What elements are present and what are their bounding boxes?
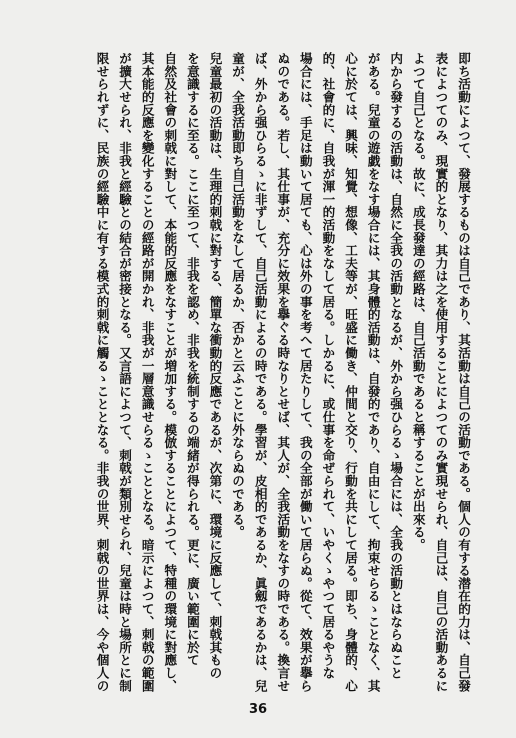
text-line: 即ち活動によつて、發展するものは自己であり、其活動は自己の活動である。個人の有する潜在的力は、自己發 xyxy=(456,52,471,692)
text-line: がある。兒童の遊戯をなす場合には、其身體的活動は、自發的であり、自由にして、拘束せらるゝことなく、其 xyxy=(365,52,381,692)
text-line: 場合には、手足は動いて居ても、心は外の事を考へて居たりして、我の全部が働いて居らぬ。從て、效果が擧ら xyxy=(297,52,313,692)
text-line: 表によつてのみ、現實的となり、其力は之を使用することによつてのみ實現せられ、自己は、自己の活動あるに xyxy=(433,52,449,692)
text-line: ぬのである。若し、其仕事が、充分に效果を擧ぐる時なりとせば、其人が、全我活動をなすの時である。換言せ xyxy=(275,52,291,692)
text-line: 的、社會的に、自我が渾一的活動をなして居る。しかるに、或仕事を命ぜられて、いやくゝやつて居るやうな xyxy=(320,52,336,680)
text-line: 其本能的反應を變化することの經路が開かれ、非我が一層意識せらるゝこととなる。暗示によつて、刺戟の範圍 xyxy=(139,52,155,692)
page-number: 36 xyxy=(248,702,268,717)
text-line: 兒童最初の活動は、生理的刺戟に對する、簡單な衝動的反應であるが、次第に、環境に反應して、刺戟其もの xyxy=(207,52,223,680)
vertical-text-body xyxy=(48,52,474,698)
text-line: が擴大せられ、非我と經驗との結合が密接となる。又言語によつて、刺戟が類別せられ、兒童は時と場所とに制 xyxy=(117,52,133,692)
text-line: 童が、全我活動即ち自己活動をなして居るか、否かと云ふことに外ならぬのである。 xyxy=(230,52,246,539)
text-line: 心に於ては、興味、知覺、想像、工夫等が、旺盛に働き、仲間と交り、行動を共にして居る。即ち、身體的、心 xyxy=(343,52,359,692)
text-line: よつて自己となる。故に、成長發達の經路は、自己活動であると稱することが出來る。 xyxy=(410,52,426,552)
text-line: ば、外から强ひらるゝに非ずして、自己活動によるの時である。學習が、皮相的であるか、眞劔であるかは、兒 xyxy=(252,52,268,692)
text-line: 内から發するの活動は、自然に全我の活動となるが、外から强ひらるゝ場合には、全我の活動とはならぬこと xyxy=(388,52,404,680)
text-line: 限せられずに、民族の經驗中に有する模式的刺戟に觸るゝこととなる。非我の世界、刺戟の世界は、今や個人の xyxy=(94,52,110,692)
text-line: 自然及社會の刺戟に對して、本能的反應をなすことが増加する。模倣することによつて、特種の環境に對應し、 xyxy=(162,52,178,692)
text-line: を意識するに至る。ここに至つて、非我を認め、非我を統制するの端緒が得られる。更に、廣い範圍に於て xyxy=(184,52,200,667)
